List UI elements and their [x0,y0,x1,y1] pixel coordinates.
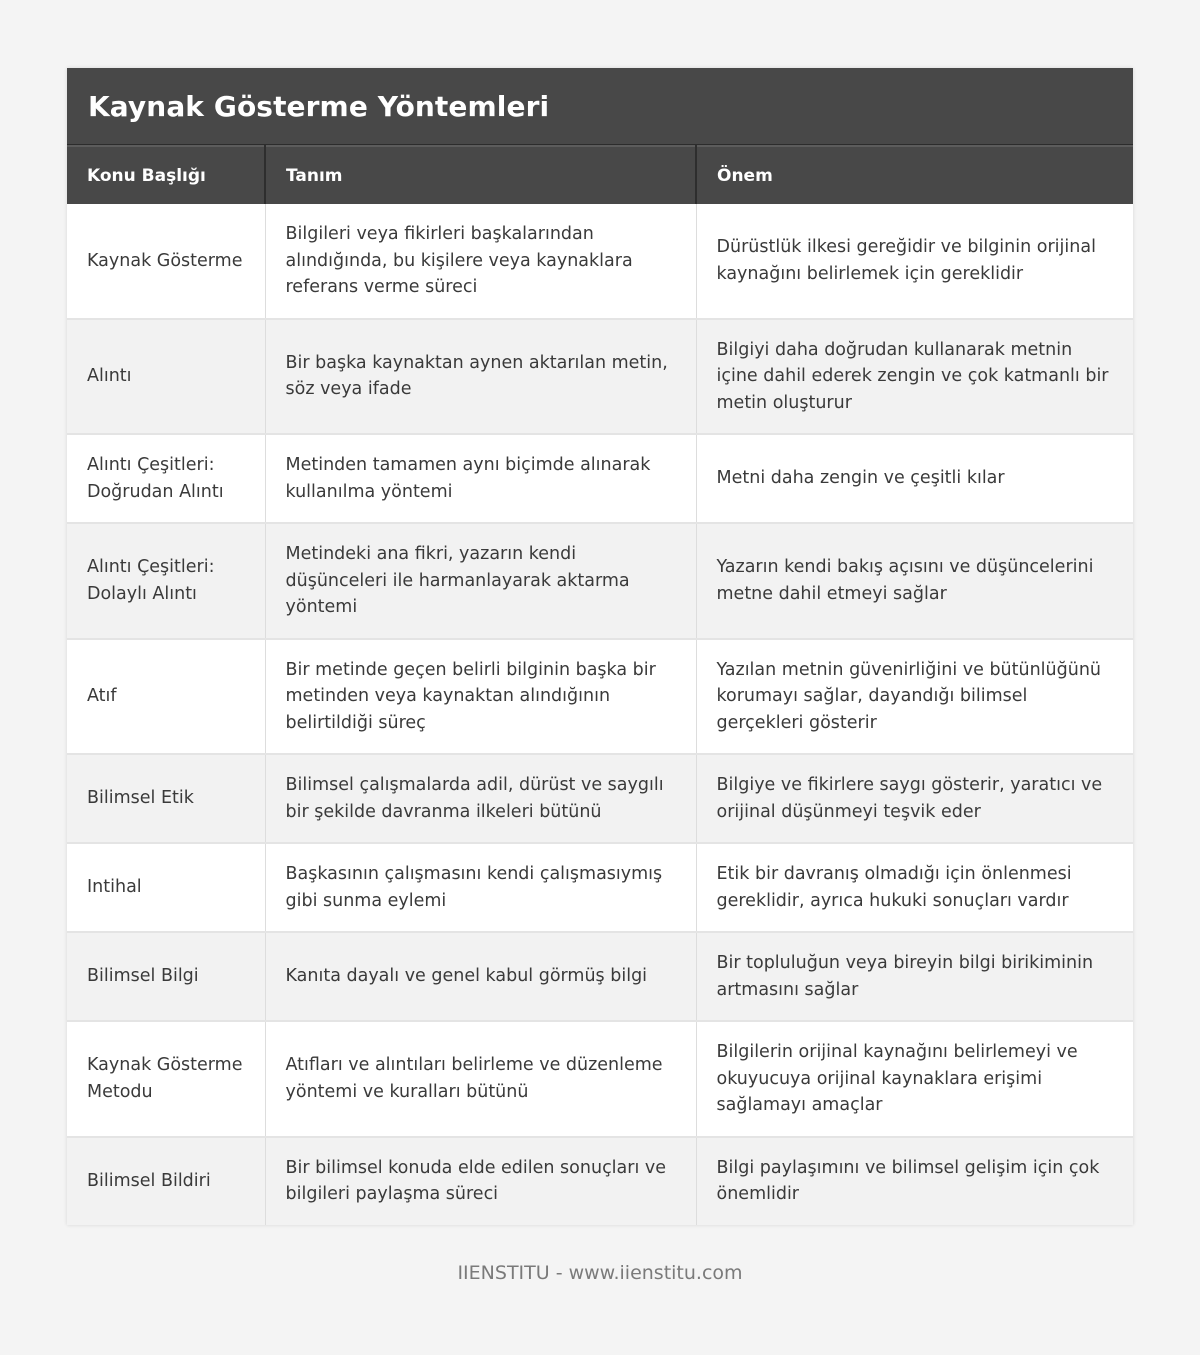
cell-importance: Bilgi paylaşımını ve bilimsel gelişim için çok önemlidir [696,1137,1133,1225]
cell-topic: Bilimsel Bilgi [67,932,265,1021]
cell-definition: Atıfları ve alıntıları belirleme ve düzenleme yöntemi ve kuralları bütünü [265,1021,696,1137]
data-table [67,145,1133,1225]
cell-importance: Yazılan metnin güvenirliğini ve bütünlüğünü korumayı sağlar, dayandığı bilimsel gerçekleri gösterir [696,639,1133,755]
page-title: Kaynak Gösterme Yöntemleri [88,89,550,123]
cell-topic: Atıf [67,639,265,755]
cell-importance: Dürüstlük ilkesi gereğidir ve bilginin orijinal kaynağını belirlemek için gereklidir [696,204,1133,319]
table-row [67,1137,1133,1225]
cell-topic: Intihal [67,843,265,932]
cell-definition: Başkasının çalışmasını kendi çalışmasıymış gibi sunma eylemi [265,843,696,932]
title-bar [67,68,1133,145]
cell-topic: Alıntı Çeşitleri: Doğrudan Alıntı [67,434,265,523]
cell-definition: Bir başka kaynaktan aynen aktarılan metin, söz veya ifade [265,319,696,435]
table-row [67,434,1133,523]
table-row [67,843,1133,932]
cell-importance: Bilgiye ve fikirlere saygı gösterir, yaratıcı ve orijinal düşünmeyi teşvik eder [696,754,1133,843]
cell-definition: Metinden tamamen aynı biçimde alınarak kullanılma yöntemi [265,434,696,523]
column-header-importance: Önem [696,146,1133,204]
cell-importance: Bir topluluğun veya bireyin bilgi birikiminin artmasını sağlar [696,932,1133,1021]
cell-topic: Bilimsel Etik [67,754,265,843]
header-row [67,146,1133,204]
table-row [67,1021,1133,1137]
column-header-topic: Konu Başlığı [67,146,265,204]
cell-importance: Yazarın kendi bakış açısını ve düşüncelerini metne dahil etmeyi sağlar [696,523,1133,639]
cell-definition: Bir metinde geçen belirli bilginin başka bir metinden veya kaynaktan alındığının belirtildiği süreç [265,639,696,755]
cell-definition: Bir bilimsel konuda elde edilen sonuçları ve bilgileri paylaşma süreci [265,1137,696,1225]
column-header-definition: Tanım [265,146,696,204]
table-row [67,754,1133,843]
cell-importance: Etik bir davranış olmadığı için önlenmesi gereklidir, ayrıca hukuki sonuçları vardır [696,843,1133,932]
footer-credit: IIENSTITU - www.iienstitu.com [457,1262,743,1284]
cell-topic: Alıntı Çeşitleri: Dolaylı Alıntı [67,523,265,639]
cell-definition: Kanıta dayalı ve genel kabul görmüş bilgi [265,932,696,1021]
cell-topic: Kaynak Gösterme [67,204,265,319]
table-card [67,68,1133,1225]
table-row [67,319,1133,435]
cell-importance: Metni daha zengin ve çeşitli kılar [696,434,1133,523]
cell-importance: Bilgilerin orijinal kaynağını belirlemeyi ve okuyucuya orijinal kaynaklara erişimi sağlamayı amaçlar [696,1021,1133,1137]
cell-definition: Metindeki ana fikri, yazarın kendi düşünceleri ile harmanlayarak aktarma yöntemi [265,523,696,639]
table-row [67,204,1133,319]
table-row [67,639,1133,755]
cell-importance: Bilgiyi daha doğrudan kullanarak metnin içine dahil ederek zengin ve çok katmanlı bir metin oluşturur [696,319,1133,435]
cell-definition: Bilgileri veya fikirleri başkalarından alındığında, bu kişilere veya kaynaklara referans verme süreci [265,204,696,319]
cell-topic: Kaynak Gösterme Metodu [67,1021,265,1137]
table-row [67,523,1133,639]
cell-definition: Bilimsel çalışmalarda adil, dürüst ve saygılı bir şekilde davranma ilkeleri bütünü [265,754,696,843]
cell-topic: Alıntı [67,319,265,435]
table-row [67,932,1133,1021]
cell-topic: Bilimsel Bildiri [67,1137,265,1225]
